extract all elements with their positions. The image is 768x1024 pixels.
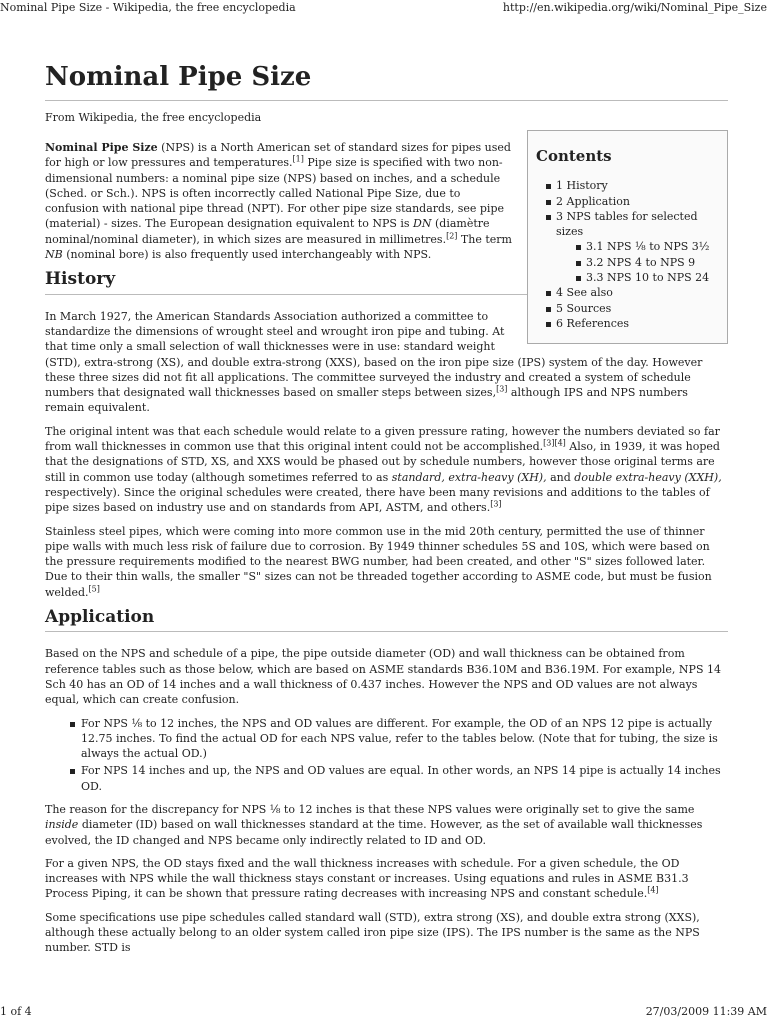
citation-link[interactable]: [2] <box>446 231 458 241</box>
print-datetime: 27/03/2009 11:39 AM <box>645 1005 767 1018</box>
citation-link[interactable]: [5] <box>88 584 100 594</box>
print-footer <box>0 1002 768 1024</box>
toc-sublist <box>556 239 719 285</box>
print-header-url: http://en.wikipedia.org/wiki/Nominal_Pipe_Size <box>502 1 767 14</box>
history-paragraph-2: The original intent was that each schedule would relate to a given pressure rating, however the numbers deviated so far from wall thicknesses in common use that this original intent could not be accomplished.[3][4] Also, in 1939, it was hoped that the designations of STD, XS, and XXS would be phased out by schedule numbers, however those original terms are still in common use today (although sometimes referred to as standard, extra-heavy (XH), and double extra-heavy (XXH), respectively). Since the original schedules were created, there have been many revisions and additions to the tables of pipe sizes based on industry use and on standards from API, ASTM, and others.[3] <box>45 424 722 515</box>
toc-list <box>536 178 719 331</box>
citation-link[interactable]: [4] <box>647 885 659 895</box>
toc-item-references[interactable]: 6 References <box>556 316 719 331</box>
toc-item-nps-10-to-24[interactable]: 3.3 NPS 10 to NPS 24 <box>586 270 719 285</box>
toc-item-nps-1-8-to-3-5[interactable]: 3.1 NPS ⅛ to NPS 3½ <box>586 239 719 254</box>
list-item: For NPS 14 inches and up, the NPS and OD values are equal. In other words, an NPS 14 pipe is actually 14 inches OD. <box>81 763 728 794</box>
history-paragraph-1: In March 1927, the American Standards Association authorized a committee to standardize the dimensions of wrought steel and wrought iron pipe and tubing. At that time only a small selection of wall thicknesses were in use: standard weight (STD), extra-strong (XS), and double extra-strong (XXS), based on the iron pipe size (IPS) system of the day. However these three sizes did not fit all applications. The committee surveyed the industry and created a system of schedule numbers that designated wall thicknesses based on smaller steps between sizes,[3] although IPS and NPS numbers remain equivalent. <box>45 309 703 415</box>
list-item: For NPS ⅛ to 12 inches, the NPS and OD values are different. For example, the OD of an NPS 12 pipe is actually 12.75 inches. To find the actual OD for each NPS value, refer to the tables below. (Note that for tubing, the size is always the actual OD.) <box>81 716 728 762</box>
application-bullet-list <box>45 716 728 794</box>
table-of-contents <box>527 130 728 344</box>
page-number: 1 of 4 <box>0 1005 32 1018</box>
citation-link[interactable]: [3] <box>496 384 508 394</box>
application-paragraph-2: The reason for the discrepancy for NPS ⅛ to 12 inches is that these NPS values were originally set to give the same inside diameter (ID) based on wall thicknesses standard at the time. However, as the set of available wall thicknesses evolved, the ID changed and NPS became only indirectly related to ID and OD. <box>45 802 703 847</box>
print-header <box>0 0 768 16</box>
application-paragraph-3: For a given NPS, the OD stays fixed and the wall thickness increases with schedule. For a given schedule, the OD increases with NPS while the wall thickness stays constant or increases. Using equations and rules in ASME B31.3 Process Piping, it can be shown that pressure rating decreases with increasing NPS and constant schedule.[4] <box>45 856 689 901</box>
section-heading-history: History <box>45 272 728 294</box>
application-paragraph-4: Some specifications use pipe schedules called standard wall (STD), extra strong (XS), and double extra strong (XXS), although these actually belong to an older system called iron pipe size (IPS). The IPS number is the same as the NPS number. STD is <box>45 910 700 955</box>
toc-item-history[interactable]: 1 History <box>556 178 719 193</box>
toc-item-see-also[interactable]: 4 See also <box>556 285 719 300</box>
toc-title: Contents <box>536 147 612 165</box>
intro-paragraph: Nominal Pipe Size (NPS) is a North American set of standard sizes for pipes used for high or low pressures and temperatures.[1] Pipe size is specified with two non-dimensional numbers: a nominal pipe size (NPS) based on inches, and a schedule (Sched. or Sch.). NPS is often incorrectly called National Pipe Size, due to confusion with national pipe thread (NPT). For other pipe size standards, see pipe (material) - sizes. The European designation equivalent to NPS is DN (diamètre nominal/nominal diameter), in which sizes are measured in millimetres.[2] The term NB (nominal bore) is also frequently used interchangeably with NPS. <box>45 141 512 262</box>
section-heading-application: Application <box>45 610 728 632</box>
page-subtitle: From Wikipedia, the free encyclopedia <box>45 111 262 124</box>
history-paragraph-3: Stainless steel pipes, which were coming into more common use in the mid 20th century, permitted the use of thinner pipe walls with much less risk of failure due to corrosion. By 1949 thinner schedules 5S and 10S, which were based on the pressure requirements modified to the nearest BWG number, had been created, and other "S" sizes followed later. Due to their thin walls, the smaller "S" sizes can not be threaded together according to ASME code, but must be fusion welded.[5] <box>45 524 712 599</box>
citation-link[interactable]: [3][4] <box>543 438 566 448</box>
citation-link[interactable]: [1] <box>292 154 304 164</box>
print-header-title: Nominal Pipe Size - Wikipedia, the free encyclopedia <box>0 1 296 14</box>
toc-item-nps-tables[interactable]: 3 NPS tables for selected sizes 3.1 NPS ⅛ to NPS 3½ 3.2 NPS 4 to NPS 9 3.3 NPS 10 to NPS 24 <box>556 209 719 285</box>
application-paragraph-1: Based on the NPS and schedule of a pipe, the pipe outside diameter (OD) and wall thickness can be obtained from reference tables such as those below, which are based on ASME standards B36.10M and B36.19M. For example, NPS 14 Sch 40 has an OD of 14 inches and a wall thickness of 0.437 inches. However the NPS and OD values are not always equal, which can create confusion. <box>45 647 721 707</box>
toc-item-application[interactable]: 2 Application <box>556 194 719 209</box>
toc-item-sources[interactable]: 5 Sources <box>556 301 719 316</box>
page-title: Nominal Pipe Size <box>45 62 312 92</box>
article-body <box>45 140 728 964</box>
citation-link[interactable]: [3] <box>490 499 502 509</box>
toc-item-nps-4-to-9[interactable]: 3.2 NPS 4 to NPS 9 <box>586 255 719 270</box>
title-divider <box>45 100 728 101</box>
intro-bold-term: Nominal Pipe Size <box>45 141 158 154</box>
